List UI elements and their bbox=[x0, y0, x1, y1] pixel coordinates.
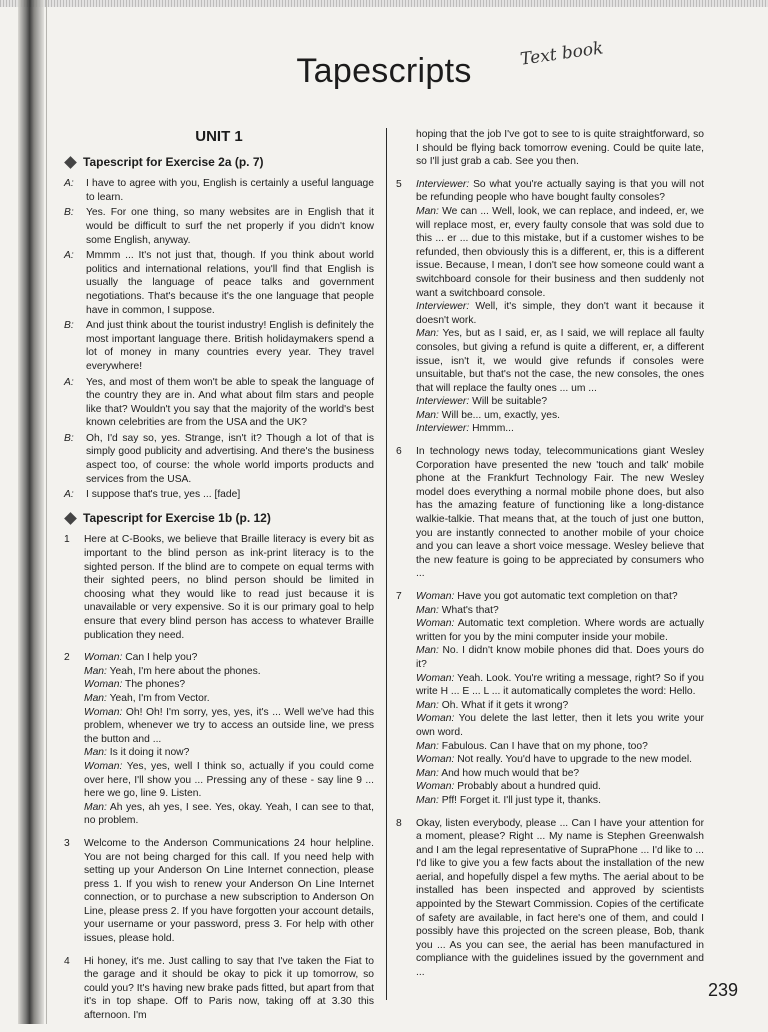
dialogue-text: I suppose that's true, yes ... [fade] bbox=[86, 489, 241, 501]
diamond-bullet-icon bbox=[64, 156, 77, 169]
exercise-heading-label: Tapescript for Exercise 1b (p. 12) bbox=[83, 510, 271, 525]
item-text: Here at C-Books, we believe that Braille literacy is every bit as important to the blind person as ink-print literacy is to the sighted person. If the blind are to compete on equal terms with their sighted peers, no blind person should be limited in choosing what they would like to read just because it is unavailable or very expensive. So it is our primary goal to help ensure that every blind person has access to whatever Braille publication they need. bbox=[84, 534, 374, 641]
dialogue-text: Yes, and most of them won't be able to speak the language of the country they are in. And what about film stars and people like that? Wouldn't you say that the majority of the world's best known celebrities are from the USA and the UK? bbox=[86, 376, 374, 429]
dialogue-line bbox=[84, 665, 374, 679]
speaker: Woman: bbox=[416, 781, 455, 793]
dialogue-text: Mmmm ... It's not just that, though. If you think about world politics and international relations, you'll find that English is usually the language of peace talks and government negotiations. That's because it's the one language that people have in common, I suppose. bbox=[86, 250, 374, 316]
dialogue-text: Will be suitable? bbox=[472, 396, 548, 408]
speaker: Woman: bbox=[416, 713, 455, 725]
speaker: Woman: bbox=[416, 754, 455, 766]
dialogue-line bbox=[416, 422, 704, 436]
dialogue-line bbox=[84, 692, 374, 706]
speaker: Man: bbox=[84, 692, 107, 704]
dialogue-line bbox=[416, 178, 704, 205]
dialogue-line bbox=[64, 177, 374, 204]
dialogue-text: Fabulous. Can I have that on my phone, too? bbox=[441, 740, 648, 752]
speaker: Woman: bbox=[416, 618, 455, 630]
book-spine-shadow bbox=[18, 0, 44, 1024]
dialogue-line bbox=[84, 706, 374, 747]
tapescript-item-5 bbox=[396, 178, 704, 436]
speaker: Man: bbox=[416, 699, 439, 711]
speaker: Woman: bbox=[416, 672, 455, 684]
dialogue-line bbox=[416, 712, 704, 739]
dialogue-text: Oh. What if it gets it wrong? bbox=[441, 699, 569, 711]
item-number: 3 bbox=[64, 837, 70, 849]
dialogue-text: Not really. You'd have to upgrade to the new model. bbox=[457, 754, 692, 766]
dialogue-text: Will be... um, exactly, yes. bbox=[441, 409, 561, 421]
item-number: 2 bbox=[64, 652, 70, 664]
handwritten-note: Text book bbox=[519, 38, 605, 70]
tapescript-item-7 bbox=[396, 590, 704, 808]
item-number: 7 bbox=[396, 591, 402, 602]
column-divider bbox=[386, 128, 387, 1000]
exercise-heading bbox=[64, 156, 374, 170]
dialogue-line bbox=[84, 801, 374, 828]
speaker: B: bbox=[64, 432, 74, 444]
speaker: A: bbox=[64, 250, 74, 262]
speaker: Man: bbox=[84, 747, 107, 759]
dialogue-text: You delete the last letter, then it lets you write your own word. bbox=[416, 713, 704, 738]
dialogue-line bbox=[416, 699, 704, 713]
dialogue-text: Pff! Forget it. I'll just type it, thanks. bbox=[441, 794, 601, 806]
speaker: B: bbox=[64, 207, 74, 219]
dialogue-line bbox=[64, 319, 374, 373]
dialogue-line bbox=[64, 249, 374, 317]
dialogue-exercise-2a bbox=[64, 177, 374, 502]
dialogue-line bbox=[416, 672, 704, 699]
item-text: In technology news today, telecommunications giant Wesley Corporation have presented the new 'touch and talk' mobile phone at the Frankfurt Technology Fair. The new Wesley model does everything a normal mobile phone does, but also has the amazing feature of functioning like a long-distance walkie-talkie. That means that, at the touch of just one button, you are instantly connected to another mobile of your choice and you can leave a short voice message. Wesley believe that the new feature is going to be appreciated by consumers who ... bbox=[416, 446, 704, 580]
tapescript-item-1 bbox=[64, 533, 374, 642]
exercise-heading bbox=[64, 512, 374, 526]
speaker: Man: bbox=[84, 801, 107, 813]
dialogue-text: Can I help you? bbox=[125, 652, 198, 664]
speaker: Man: bbox=[416, 409, 439, 421]
speaker: B: bbox=[64, 320, 74, 332]
dialogue-text: Oh! Oh! I'm sorry, yes, yes, it's ... Well we've had this problem, whenever we try to access an outside line, we press the button and ... bbox=[84, 706, 374, 745]
speaker: A: bbox=[64, 178, 74, 190]
item-number: 8 bbox=[396, 817, 402, 829]
dialogue-line bbox=[416, 740, 704, 754]
dialogue-text: Ah yes, ah yes, I see. Yes, okay. Yeah, I can see to that, no problem. bbox=[84, 801, 374, 827]
dialogue-text: Yes. For one thing, so many websites are in English that it would be difficult to surf the net properly if you didn't know some English, anyway. bbox=[86, 207, 374, 246]
dialogue-line bbox=[416, 409, 704, 423]
dialogue-text: And just think about the tourist industry! English is definitely the most important language there. British holidaymakers spend a lot of money in many countries every year. They travel everywhere! bbox=[86, 320, 374, 372]
speaker: Man: bbox=[416, 645, 439, 657]
item-4-continuation: hoping that the job I've got to see to is quite straightforward, so I should be flying back tomorrow evening. Could be quite late, so I'll just grab a cab. See you then. bbox=[416, 129, 704, 168]
dialogue-line bbox=[64, 488, 374, 502]
speaker: A: bbox=[64, 489, 74, 501]
dialogue-text: Oh, I'd say so, yes. Strange, isn't it? Though a lot of that is simply good publicity and advertising. And there's the business aspect too, of course: the whole world imports products and services from the USA. bbox=[86, 432, 374, 485]
dialogue-text: The phones? bbox=[125, 679, 186, 691]
dialogue-text: Well, it's simple, they don't want it because it doesn't work. bbox=[416, 301, 704, 326]
dialogue-line bbox=[416, 604, 704, 618]
dialogue-text: No. I didn't know mobile phones did that. Does yours do it? bbox=[416, 645, 704, 670]
item-number: 5 bbox=[396, 178, 402, 190]
item-number: 1 bbox=[64, 534, 70, 546]
dialogue-line bbox=[84, 651, 374, 665]
dialogue-text: Have you got automatic text completion on that? bbox=[457, 591, 678, 602]
exercise-heading-label: Tapescript for Exercise 2a (p. 7) bbox=[83, 154, 264, 169]
speaker: Man: bbox=[84, 665, 107, 677]
speaker: Man: bbox=[416, 767, 439, 779]
dialogue-text: Is it doing it now? bbox=[109, 747, 190, 759]
dialogue-line bbox=[84, 678, 374, 692]
dialogue-line bbox=[416, 327, 704, 395]
dialogue-line bbox=[416, 395, 704, 409]
speaker: Woman: bbox=[84, 760, 123, 772]
speaker: Man: bbox=[416, 794, 439, 806]
dialogue-text: Hmmm... bbox=[472, 423, 514, 435]
diamond-bullet-icon bbox=[64, 512, 77, 525]
speaker: Man: bbox=[416, 740, 439, 752]
dialogue-line bbox=[416, 767, 704, 781]
dialogue-line bbox=[416, 780, 704, 794]
item-text: Welcome to the Anderson Communications 24 hour helpline. You are not being charged for this call. If you need help with setting up your Anderson On Line Internet connection, please press 1. If you wish to renew your Anderson On Line Internet connection, or to purchase a new subscription to Anderson On Line, please press 2. If you have forgotten your account details, your username or your password, press 3. For help with other issues, please hold. bbox=[84, 837, 374, 945]
dialogue-text: Automatic text completion. Where words are actually written for you by the mini computer inside your mobile. bbox=[416, 618, 704, 643]
item-number: 6 bbox=[396, 446, 402, 458]
dialogue-text: We can ... Well, look, we can replace, and indeed, er, we will replace most, er, every faulty console that was sold due to this ... er ... due to this mistake, but if a customer wishes to be refunded, then obviously this is a different, er, this is a different issue. Because, I mean, I don't see how someone could want a switchboard console for their business and then suddenly not want a switchboard console. bbox=[416, 205, 704, 299]
dialogue-text: Yeah, I'm here about the phones. bbox=[109, 665, 261, 677]
item-number: 4 bbox=[64, 955, 70, 967]
dialogue-line bbox=[416, 644, 704, 671]
dialogue-line bbox=[64, 206, 374, 247]
item-text: Hi honey, it's me. Just calling to say that I've taken the Fiat to the garage and it should be okay to pick it up tomorrow, so could you? It's having new brake pads fitted, but apart from that it's in top shape. Off to Paris now, taking off at 3.30 this afternoon. I'm bbox=[84, 955, 374, 1022]
tapescript-item-8 bbox=[396, 817, 704, 980]
dialogue-text: I have to agree with you, English is certainly a useful language to learn. bbox=[86, 178, 374, 203]
item-text: Okay, listen everybody, please ... Can I have your attention for a moment, please? Right ... My name is Stephen Greenwalsh and I am the legal representative of SupraPhone ... I'd like to ... I'd like to give you a few facts about the installation of the new aerial, and hopefully dispel a few myths. The aerial about to be installed has been inspected and approved by scientists appointed by the Stewart Commission. Copies of the certificate of safety are available, in fact here's one of them, and could I possibly have this projected on the screen please, Bob, thank you ... As you can see, the aerial has been manufactured in compliance with the guidelines issued by the government and ... bbox=[416, 817, 704, 979]
tapescript-item-3 bbox=[64, 837, 374, 946]
unit-heading: UNIT 1 bbox=[195, 128, 243, 145]
speaker: Man: bbox=[416, 205, 439, 217]
dialogue-text: Yes, but as I said, er, as I said, we will replace all faulty consoles, but giving a refund is quite a different, er, a different issue, isn't it, we would give refunds if consoles were unsuitable, but that's not the case, the new consoles, the ones that will replace the faulty ones ... um ... bbox=[416, 328, 704, 394]
left-column bbox=[64, 128, 374, 1032]
dialogue-line bbox=[416, 590, 704, 604]
dialogue-line bbox=[64, 432, 374, 486]
speaker: Man: bbox=[416, 604, 439, 616]
speaker: Interviewer: bbox=[416, 423, 470, 435]
dialogue-line bbox=[416, 617, 704, 644]
dialogue-line bbox=[416, 794, 704, 808]
right-column bbox=[396, 128, 704, 989]
dialogue-line bbox=[84, 760, 374, 801]
speaker: Interviewer: bbox=[416, 178, 470, 190]
margin-line bbox=[46, 0, 47, 1024]
dialogue-text: So what you're actually saying is that you will not be refunding people who have bought faulty consoles? bbox=[416, 178, 704, 204]
dialogue-text: And how much would that be? bbox=[441, 767, 580, 779]
dialogue-line bbox=[416, 300, 704, 327]
speaker: Woman: bbox=[84, 679, 123, 691]
dialogue-text: Yes, yes, well I think so, actually if you could come over here, I'll show you ... Pressing any of these - say line 9 ... here we go, line 9. Listen. bbox=[84, 760, 374, 800]
page-title: Tapescripts bbox=[296, 52, 472, 90]
dialogue-text: Yeah. Look. You're writing a message, right? So if you write H ... E ... L ... it automatically completes the word: Hello. bbox=[416, 672, 704, 698]
page-number: 239 bbox=[708, 980, 739, 1000]
dialogue-text: Yeah, I'm from Vector. bbox=[109, 692, 210, 704]
dialogue-line bbox=[84, 746, 374, 760]
tapescript-item-6 bbox=[396, 445, 704, 581]
speaker: Interviewer: bbox=[416, 301, 470, 313]
tapescript-item-2 bbox=[64, 651, 374, 828]
speaker: Interviewer: bbox=[416, 396, 470, 408]
speaker: Woman: bbox=[84, 706, 123, 718]
dialogue-line bbox=[416, 753, 704, 767]
speaker: Man: bbox=[416, 328, 439, 340]
dialogue-line bbox=[416, 205, 704, 300]
scan-top-edge bbox=[0, 0, 768, 7]
speaker: Woman: bbox=[416, 591, 455, 602]
speaker: Woman: bbox=[84, 652, 123, 664]
tapescript-item-4 bbox=[64, 955, 374, 1023]
dialogue-line bbox=[64, 376, 374, 430]
speaker: A: bbox=[64, 376, 74, 388]
dialogue-text: Probably about a hundred quid. bbox=[457, 781, 601, 793]
dialogue-text: What's that? bbox=[441, 604, 499, 616]
